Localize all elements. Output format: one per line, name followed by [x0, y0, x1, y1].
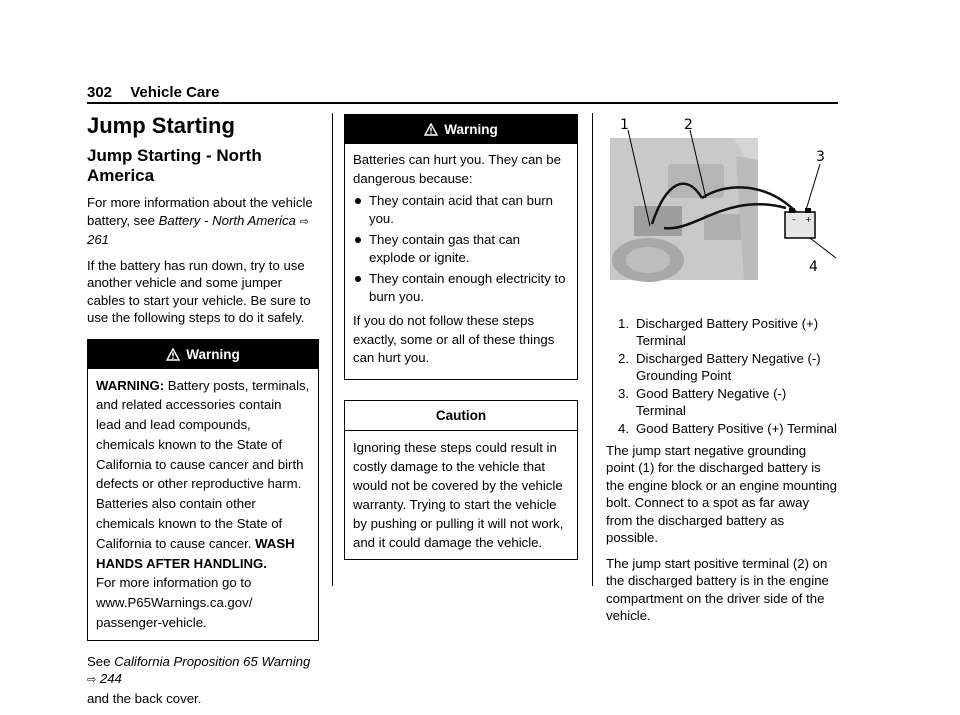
- svg-text:+: +: [805, 215, 812, 224]
- list-item-text: Good Battery Positive (+) Terminal: [636, 421, 837, 436]
- prop65-page-ref[interactable]: 244: [99, 671, 122, 687]
- warning-body: [88, 369, 318, 640]
- callout-2: 2: [684, 117, 693, 133]
- list-item: [606, 386, 838, 419]
- column-left: [87, 114, 319, 715]
- intro-paragraph: [87, 194, 319, 249]
- warning-intro: Batteries can hurt you. They can be dangerous because:: [353, 152, 561, 186]
- list-item: [353, 192, 569, 228]
- page-title: Jump Starting: [87, 113, 235, 138]
- page-reference-icon: ⇨: [299, 215, 309, 228]
- section-heading: Jump Starting - North America: [87, 146, 262, 185]
- warning-label: Warning: [186, 346, 240, 362]
- list-item: [606, 351, 838, 384]
- list-number: 2.: [618, 351, 629, 366]
- intro-text: For more information about the vehicle battery, see: [87, 195, 313, 228]
- warning-header: [345, 115, 577, 144]
- callout-1: 1: [620, 117, 629, 133]
- terminal-paragraph: The jump start positive terminal (2) on the discharged battery is in the engine compartment on the driver side of the vehicle.: [606, 555, 829, 623]
- page-header: [87, 84, 219, 101]
- list-item-text: Discharged Battery Negative (-) Grounding Point: [636, 351, 821, 383]
- jump-start-diagram: [606, 112, 838, 292]
- caution-box: [344, 400, 578, 560]
- prop65-link[interactable]: California Proposition 65 Warning: [114, 653, 311, 669]
- column-middle: [344, 114, 578, 572]
- bullet-icon: [355, 276, 361, 282]
- callout-4: 4: [809, 259, 818, 275]
- warning-text: Battery posts, terminals, and related accessories contain lead and lead compounds, chemicals known to the State of California to cause cancer and birth defects or other reproductive harm. Batteries also contain other chemicals known to the State of California to cause cancer.: [96, 377, 310, 551]
- bullet-icon: [355, 237, 361, 243]
- list-number: 4.: [618, 421, 629, 436]
- list-item: [353, 231, 569, 267]
- warning-label: Warning: [444, 122, 498, 137]
- see-post-text: and the back cover.: [87, 690, 202, 706]
- page-number: 302: [87, 84, 113, 101]
- list-item: [606, 421, 838, 438]
- list-number: 3.: [618, 386, 629, 401]
- column-divider: [332, 113, 333, 586]
- callout-3: 3: [816, 149, 825, 165]
- list-item: [353, 270, 569, 306]
- warning-strong: WASH HANDS AFTER HANDLING.: [96, 535, 295, 571]
- see-text: See: [87, 653, 115, 669]
- see-also-paragraph: [87, 653, 319, 708]
- list-item-text: They contain acid that can burn you.: [369, 193, 554, 226]
- grounding-paragraph: The jump start negative grounding point (1) for the discharged battery is the engine block or an engine mounting bolt. Connect to a spot as far away from the discharged battery as possible.: [606, 442, 837, 545]
- battery-link[interactable]: Battery - North America: [158, 212, 296, 228]
- bullet-icon: [355, 198, 361, 204]
- warning-outro: If you do not follow these steps exactly, some or all of these things can hurt you.: [353, 313, 555, 365]
- svg-text:–: –: [792, 215, 796, 224]
- list-item-text: Discharged Battery Positive (+) Terminal: [636, 316, 819, 348]
- battery-page-ref[interactable]: 261: [87, 232, 110, 247]
- warning-header: [88, 340, 318, 369]
- warning-more-info: For more information go to: [96, 575, 252, 591]
- warning-body: [345, 144, 577, 379]
- instructions-paragraph: If the battery has run down, try to use another vehicle and some jumper cables to start your vehicle. Be sure to use the following steps to do it safely.: [87, 257, 311, 325]
- warning-lead: WARNING:: [96, 377, 165, 393]
- list-item: [606, 316, 838, 349]
- warning-url-end[interactable]: passenger-vehicle.: [96, 615, 207, 631]
- warning-triangle-icon: [424, 123, 438, 136]
- list-item-text: Good Battery Negative (-) Terminal: [636, 386, 787, 418]
- warning-triangle-icon: [166, 348, 180, 361]
- column-right: [606, 112, 838, 633]
- section-title: Vehicle Care: [130, 84, 220, 101]
- list-number: 1.: [618, 316, 629, 331]
- page-reference-icon: ⇨: [87, 674, 97, 687]
- caution-body: Ignoring these steps could result in costly damage to the vehicle that would not be covered by the vehicle warranty. Trying to start the vehicle by pushing or pulling it will not work, and it could damage the vehicle.: [353, 439, 564, 550]
- header-rule: [87, 102, 838, 104]
- callout-legend: [606, 316, 838, 438]
- hazard-list: [353, 192, 569, 306]
- battery-warning-box: [344, 114, 578, 380]
- warning-url[interactable]: www.P65Warnings.ca.gov/: [96, 595, 253, 611]
- column-divider: [592, 113, 593, 586]
- list-item-text: They contain gas that can explode or ignite.: [369, 232, 521, 265]
- prop65-warning-box: [87, 339, 319, 641]
- caution-header: Caution: [345, 401, 577, 431]
- list-item-text: They contain enough electricity to burn you.: [369, 271, 566, 304]
